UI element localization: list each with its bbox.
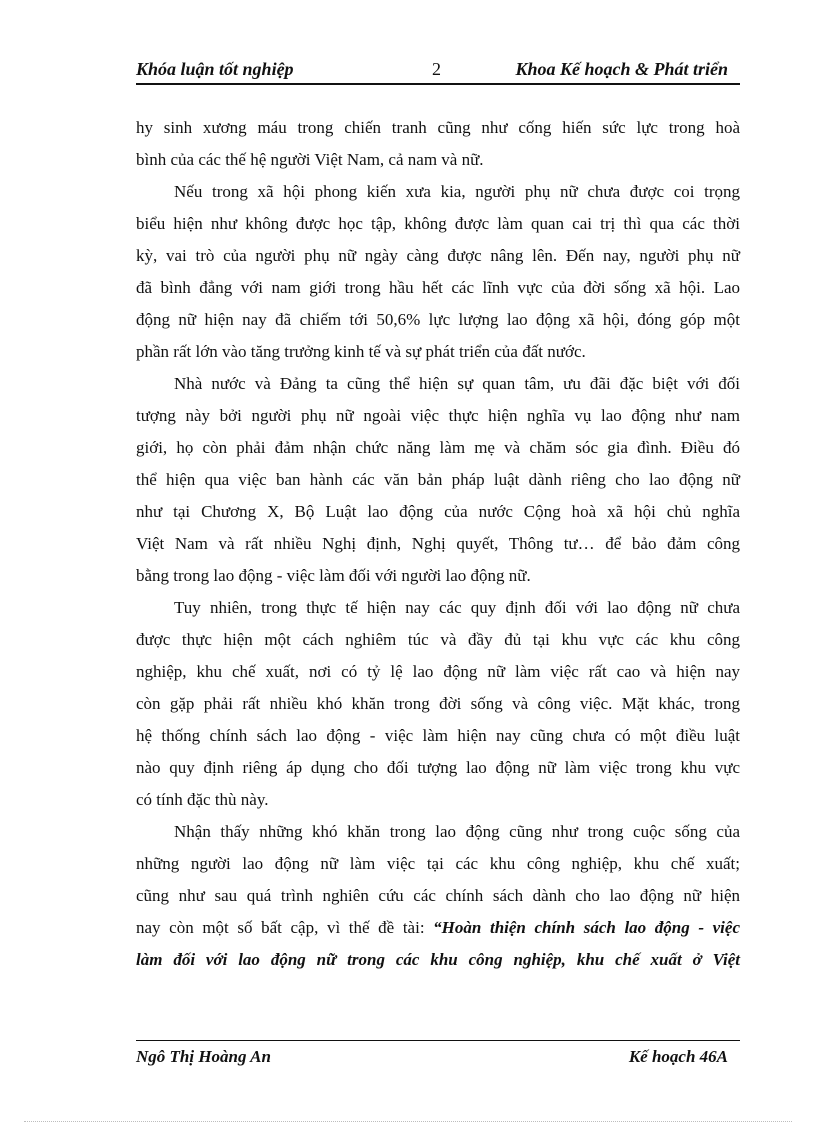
footer-author: Ngô Thị Hoàng An bbox=[136, 1047, 271, 1066]
page-header bbox=[136, 57, 740, 85]
text-line: bình của các thế hệ người Việt Nam, cả nam và nữ. bbox=[136, 150, 484, 169]
text-line: động nữ hiện nay đã chiếm tới 50,6% lực lượng lao động xã hội, đóng góp một bbox=[136, 310, 740, 329]
text-line: hệ thống chính sách lao động - việc làm hiện nay cũng chưa có một điều luật bbox=[136, 726, 740, 745]
page-number: 2 bbox=[432, 59, 441, 79]
header-faculty-label: Khoa Kế hoạch & Phát triển bbox=[515, 59, 728, 79]
text-line: được thực hiện một cách nghiêm túc và đầy đủ tại khu vực các khu công bbox=[136, 630, 740, 649]
footer-class: Kế hoạch 46A bbox=[628, 1047, 728, 1066]
text-line: những người lao động nữ làm việc tại các khu công nghiệp, khu chế xuất; bbox=[136, 854, 740, 873]
page-footer bbox=[136, 1040, 740, 1069]
header-thesis-label: Khóa luận tốt nghiệp bbox=[136, 59, 294, 79]
text-line: tượng này bởi người phụ nữ ngoài việc thực hiện nghĩa vụ lao động như nam bbox=[136, 406, 740, 425]
text-line: bằng trong lao động - việc làm đối với người lao động nữ. bbox=[136, 566, 531, 585]
text-line: Nhận thấy những khó khăn trong lao động cũng như trong cuộc sống của bbox=[174, 822, 740, 841]
text-line: có tính đặc thù này. bbox=[136, 790, 269, 809]
text-line: kỳ, vai trò của người phụ nữ ngày càng được nâng lên. Đến nay, người phụ nữ bbox=[136, 246, 740, 265]
text-run: nay còn một số bất cập, vì thế đề tài: bbox=[136, 918, 434, 937]
text-line: như tại Chương X, Bộ Luật lao động của nước Cộng hoà xã hội chủ nghĩa bbox=[136, 502, 740, 521]
text-line: Tuy nhiên, trong thực tế hiện nay các quy định đối với lao động nữ chưa bbox=[174, 598, 740, 617]
text-line: Việt Nam và rất nhiều Nghị định, Nghị quyết, Thông tư… để bảo đảm công bbox=[136, 534, 740, 553]
thesis-title-line: làm đối với lao động nữ trong các khu công nghiệp, khu chế xuất ở Việt bbox=[136, 950, 740, 969]
thesis-title-run: “Hoàn thiện chính sách lao động - việc bbox=[433, 918, 741, 937]
text-line: giới, họ còn phải đảm nhận chức năng làm mẹ và chăm sóc gia đình. Điều đó bbox=[136, 438, 740, 457]
text-line: thể hiện qua việc ban hành các văn bản pháp luật dành riêng cho lao động nữ bbox=[136, 470, 740, 489]
text-line: cũng như sau quá trình nghiên cứu các chính sách dành cho lao động nữ hiện bbox=[136, 886, 740, 905]
text-line: phần rất lớn vào tăng trưởng kinh tế và sự phát triển của đất nước. bbox=[136, 342, 586, 361]
text-line: Nhà nước và Đảng ta cũng thể hiện sự quan tâm, ưu đãi đặc biệt với đối bbox=[174, 374, 740, 393]
text-line: đã bình đẳng với nam giới trong hầu hết các lĩnh vực của đời sống xã hội. Lao bbox=[136, 278, 740, 297]
text-line: Nếu trong xã hội phong kiến xưa kia, người phụ nữ chưa được coi trọng bbox=[174, 182, 740, 201]
document-body bbox=[136, 112, 740, 976]
text-line: hy sinh xương máu trong chiến tranh cũng như cống hiến sức lực trong hoà bbox=[136, 118, 740, 137]
text-line: nghiệp, khu chế xuất, nơi có tỷ lệ lao động nữ làm việc rất cao và hiện nay bbox=[136, 662, 740, 681]
text-line: nào quy định riêng áp dụng cho đối tượng lao động nữ làm việc trong khu vực bbox=[136, 758, 740, 777]
text-line: biểu hiện như không được học tập, không được làm quan cai trị thì qua các thời bbox=[136, 214, 740, 233]
page-edge-divider bbox=[24, 1121, 792, 1122]
text-line: còn gặp phải rất nhiều khó khăn trong đời sống và công việc. Mặt khác, trong bbox=[136, 694, 740, 713]
text-line-mixed bbox=[136, 912, 740, 944]
